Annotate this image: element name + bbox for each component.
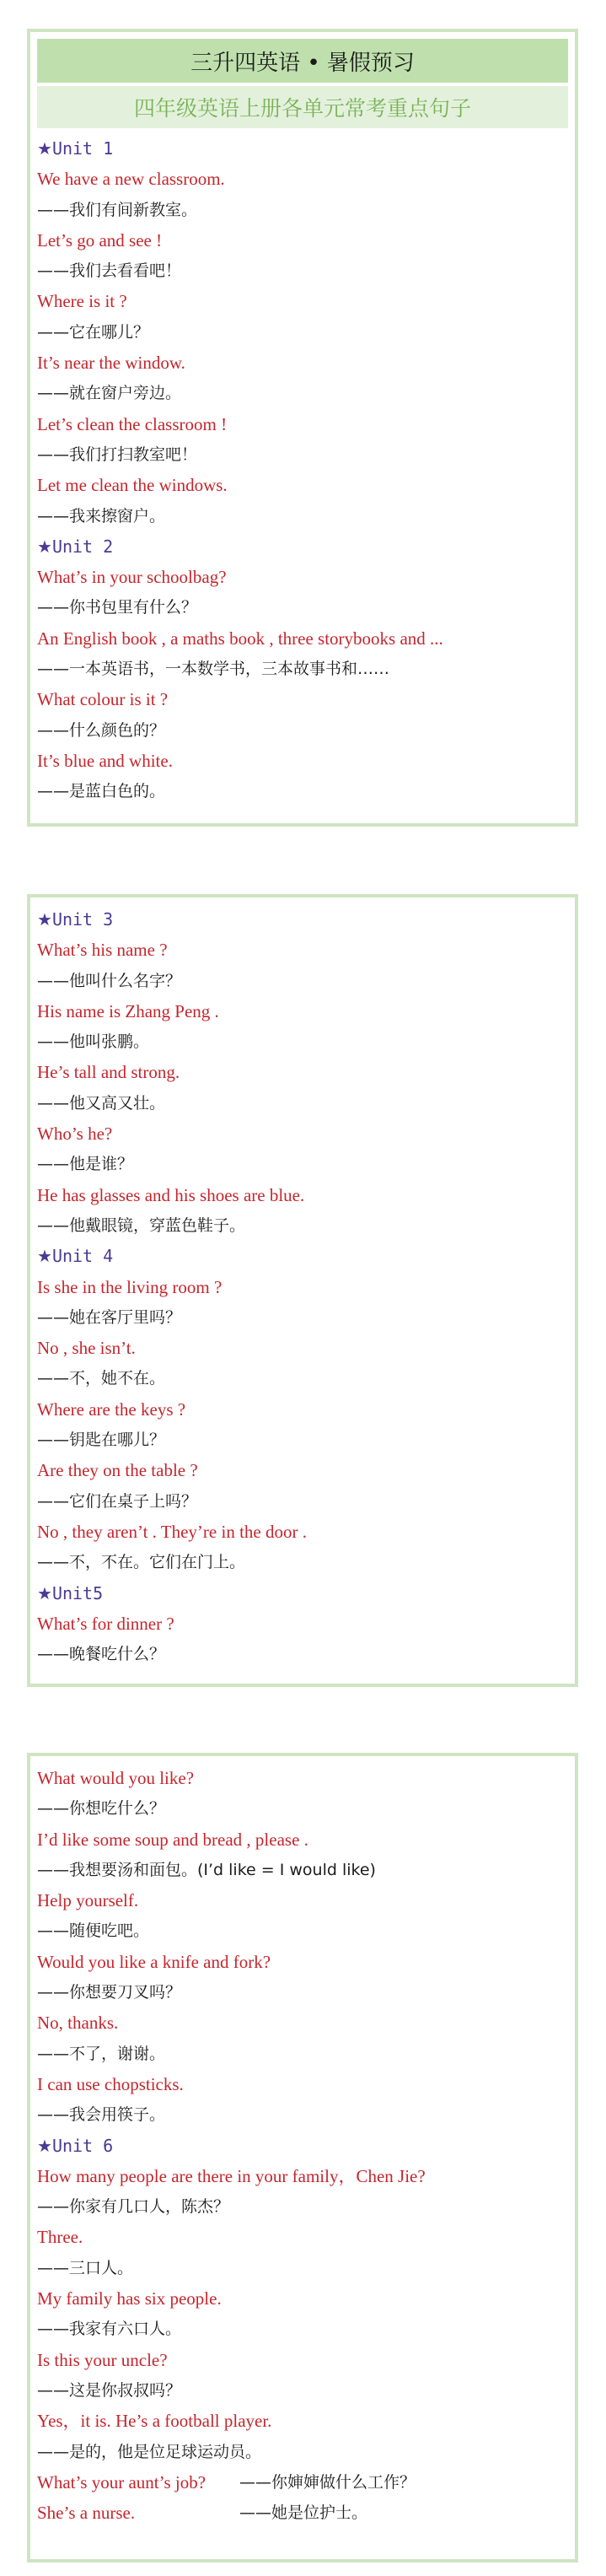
chinese-translation: ——你书包里有什么？ bbox=[37, 598, 198, 617]
star-icon: ★ bbox=[37, 1246, 52, 1267]
star-icon: ★ bbox=[37, 1582, 52, 1603]
english-sentence: What colour is it ? bbox=[37, 689, 169, 710]
star-icon: ★ bbox=[37, 2135, 52, 2156]
english-sentence: His name is Zhang Peng . bbox=[37, 1000, 219, 1021]
english-sentence: What’s his name ? bbox=[37, 940, 168, 961]
english-sentence: I’d like some soup and bread , please . bbox=[37, 1829, 308, 1850]
unit-heading bbox=[37, 904, 575, 935]
chinese-translation: ——钥匙在哪儿？ bbox=[37, 1431, 166, 1450]
english-sentence: No , they aren’t . They’re in the door . bbox=[37, 1521, 307, 1542]
english-sentence: No , she isn’t. bbox=[37, 1338, 136, 1359]
english-sentence: It’s near the window. bbox=[37, 353, 185, 374]
chinese-translation: ——晚餐吃什么？ bbox=[37, 1645, 166, 1664]
chinese-translation: ——我想要汤和面包。(I’d like = I would like) bbox=[37, 1860, 376, 1879]
english-sentence: What’s for dinner ? bbox=[37, 1613, 174, 1634]
english-sentence: Where is it ? bbox=[37, 291, 127, 312]
english-sentence: Three. bbox=[37, 2227, 83, 2248]
chinese-translation: ——什么颜色的？ bbox=[37, 720, 166, 740]
chinese-translation: ——她在客厅里吗？ bbox=[37, 1307, 182, 1327]
english-sentence: He’s tall and strong. bbox=[37, 1062, 180, 1083]
chinese-translation: ——它们在桌子上吗？ bbox=[37, 1491, 198, 1511]
chinese-translation: ——随便吃吧。 bbox=[37, 1921, 150, 1941]
chinese-translation: ——是蓝白色的。 bbox=[37, 782, 166, 801]
chinese-translation: ——他又高又壮。 bbox=[37, 1093, 166, 1113]
chinese-translation: ——你家有几口人，陈杰？ bbox=[37, 2197, 230, 2217]
chinese-translation: ——你婶婶做什么工作？ bbox=[239, 2472, 416, 2492]
english-sentence: My family has six people. bbox=[37, 2288, 222, 2309]
unit-label: Unit 6 bbox=[51, 2135, 114, 2156]
english-sentence: What’s your aunt’s job? bbox=[37, 2471, 206, 2492]
english-sentence: How many people are there in your family，Chen Jie? bbox=[37, 2165, 426, 2186]
english-sentence: No, thanks. bbox=[37, 2013, 119, 2034]
unit-label: Unit 2 bbox=[51, 536, 114, 557]
english-sentence: I can use chopsticks. bbox=[37, 2073, 184, 2094]
english-sentence: It’s blue and white. bbox=[37, 750, 173, 771]
sentence-list bbox=[30, 128, 575, 807]
chinese-translation: ——就在窗户旁边。 bbox=[37, 384, 182, 403]
english-sentence: Let’s clean the classroom ! bbox=[37, 413, 228, 434]
english-sentence: Are they on the table ? bbox=[37, 1460, 198, 1481]
chinese-translation: ——是的，他是位足球运动员。 bbox=[37, 2442, 262, 2461]
page-title: 三升四英语 • 暑假预习 bbox=[37, 39, 568, 83]
chinese-translation: ——不了，谢谢。 bbox=[37, 2044, 166, 2063]
english-sentence: We have a new classroom. bbox=[37, 169, 225, 190]
english-sentence: Help yourself. bbox=[37, 1890, 139, 1911]
english-sentence: Is she in the living room ? bbox=[37, 1276, 223, 1297]
chinese-translation: ——这是你叔叔吗？ bbox=[37, 2380, 182, 2400]
chinese-translation: ——你想吃什么？ bbox=[37, 1799, 166, 1819]
english-sentence: What’s in your schoolbag? bbox=[37, 567, 227, 588]
unit-heading bbox=[37, 2131, 575, 2161]
english-sentence: An English book , a maths book , three storybooks and ... bbox=[37, 628, 443, 649]
english-sentence: Let me clean the windows. bbox=[37, 475, 228, 496]
panel-unit-5-6 bbox=[27, 1753, 578, 2563]
chinese-translation: ——我们打扫教室吧！ bbox=[37, 445, 198, 464]
english-sentence: Who’s he? bbox=[37, 1124, 113, 1145]
english-sentence: Yes，it is. He’s a football player. bbox=[37, 2411, 272, 2432]
unit-label: Unit5 bbox=[51, 1582, 104, 1603]
chinese-translation: ——一本英语书，一本数学书，三本故事书和…… bbox=[37, 660, 390, 679]
chinese-translation: ——它在哪儿？ bbox=[37, 322, 150, 342]
english-sentence: He has glasses and his shoes are blue. bbox=[37, 1184, 305, 1205]
unit-heading bbox=[37, 1578, 575, 1609]
chinese-translation: ——你想要刀叉吗？ bbox=[37, 1983, 182, 2002]
chinese-translation: ——他叫张鹏。 bbox=[37, 1032, 150, 1052]
english-sentence: Is this your uncle? bbox=[37, 2349, 168, 2370]
panel-unit-1-2 bbox=[27, 29, 578, 827]
chinese-translation: ——我们有间新教室。 bbox=[37, 200, 198, 219]
unit-heading bbox=[37, 531, 575, 562]
english-sentence: Where are the keys ? bbox=[37, 1398, 186, 1420]
sentence-list bbox=[30, 897, 575, 1669]
chinese-translation: ——他叫什么名字？ bbox=[37, 971, 182, 990]
star-icon: ★ bbox=[37, 536, 52, 557]
sentence-pair bbox=[37, 2467, 575, 2498]
english-sentence: Would you like a knife and fork? bbox=[37, 1951, 271, 1972]
sentence-pair bbox=[37, 2498, 575, 2528]
english-sentence: What would you like? bbox=[37, 1768, 195, 1788]
panel-unit-3-5 bbox=[27, 894, 578, 1687]
sentence-list bbox=[30, 1756, 575, 2528]
chinese-translation: ——我们去看看吧！ bbox=[37, 261, 182, 281]
chinese-translation: ——我家有六口人。 bbox=[37, 2320, 182, 2339]
chinese-translation: ——他是谁？ bbox=[37, 1155, 134, 1174]
unit-label: Unit 1 bbox=[51, 138, 114, 159]
english-sentence: Let’s go and see ! bbox=[37, 229, 163, 251]
chinese-translation: ——我会用筷子。 bbox=[37, 2105, 166, 2125]
star-icon: ★ bbox=[37, 138, 52, 159]
unit-heading bbox=[37, 133, 575, 164]
chinese-translation: ——她是位护士。 bbox=[239, 2503, 368, 2523]
unit-heading bbox=[37, 1241, 575, 1271]
chinese-translation: ——我来擦窗户。 bbox=[37, 506, 166, 525]
english-sentence: She’s a nurse. bbox=[37, 2503, 136, 2524]
chinese-translation: ——不，她不在。 bbox=[37, 1369, 166, 1388]
chinese-translation: ——他戴眼镜，穿蓝色鞋子。 bbox=[37, 1215, 246, 1235]
unit-label: Unit 3 bbox=[51, 909, 114, 930]
chinese-translation: ——三口人。 bbox=[37, 2258, 134, 2277]
unit-label: Unit 4 bbox=[51, 1246, 114, 1267]
page-subtitle: 四年级英语上册各单元常考重点句子 bbox=[37, 86, 568, 128]
chinese-translation: ——不，不在。它们在门上。 bbox=[37, 1553, 246, 1572]
star-icon: ★ bbox=[37, 909, 52, 930]
